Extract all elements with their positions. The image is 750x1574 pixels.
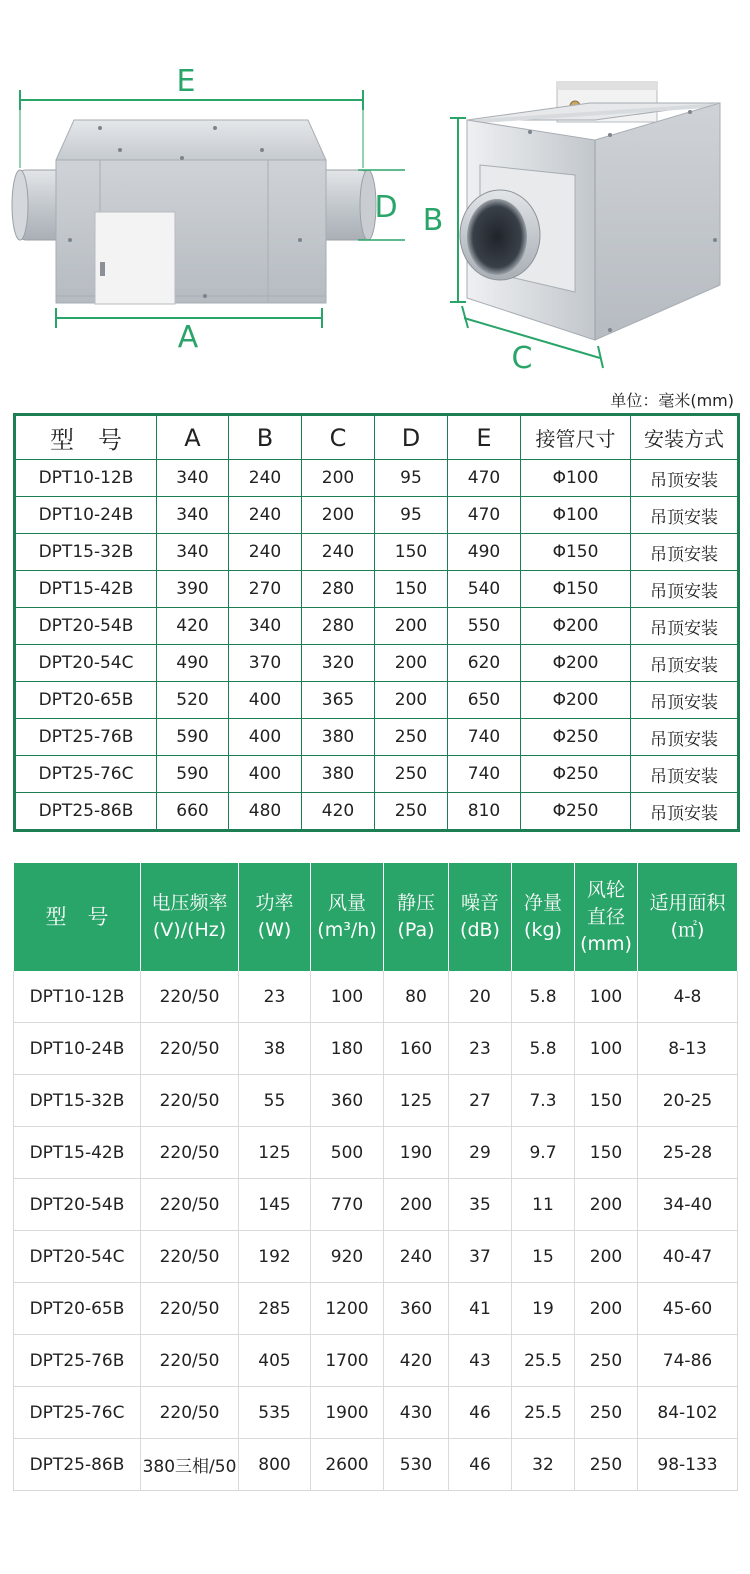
- table-row: [14, 1439, 738, 1491]
- table-cell: 37: [449, 1231, 512, 1283]
- table-cell: 29: [449, 1127, 512, 1179]
- table-cell: 吊顶安装: [631, 571, 739, 608]
- table-cell: 25.5: [512, 1387, 575, 1439]
- table-cell: 280: [302, 571, 375, 608]
- table-cell: 200: [302, 497, 375, 534]
- table-cell: 590: [157, 719, 229, 756]
- table-cell: 吊顶安装: [631, 608, 739, 645]
- dim-header-6: 接管尺寸: [521, 415, 631, 460]
- table-row: [15, 497, 739, 534]
- perf-header-1: [141, 863, 239, 971]
- table-cell: 400: [229, 682, 302, 719]
- table-cell: 500: [311, 1127, 384, 1179]
- perf-header-line: 型 号: [45, 904, 109, 929]
- table-cell: 240: [229, 497, 302, 534]
- model-cell: DPT10-24B: [15, 497, 157, 534]
- table-cell: 95: [375, 460, 448, 497]
- table-cell: 200: [375, 608, 448, 645]
- table-cell: 4-8: [638, 971, 738, 1023]
- table-cell: 100: [311, 971, 384, 1023]
- table-cell: 620: [448, 645, 521, 682]
- table-cell: 360: [311, 1075, 384, 1127]
- table-cell: 19: [512, 1283, 575, 1335]
- table-row: [14, 1387, 738, 1439]
- table-cell: 150: [375, 534, 448, 571]
- table-cell: 45-60: [638, 1283, 738, 1335]
- table-cell: 520: [157, 682, 229, 719]
- table-cell: 125: [384, 1075, 449, 1127]
- table-cell: 吊顶安装: [631, 756, 739, 793]
- table-cell: 98-133: [638, 1439, 738, 1491]
- table-cell: Φ100: [521, 460, 631, 497]
- table-cell: 23: [239, 971, 311, 1023]
- table-cell: 200: [375, 682, 448, 719]
- table-cell: 380: [302, 719, 375, 756]
- table-cell: 340: [157, 460, 229, 497]
- table-cell: 5.8: [512, 971, 575, 1023]
- performance-table-header: [14, 863, 738, 971]
- table-row: [14, 1127, 738, 1179]
- table-cell: 100: [575, 971, 638, 1023]
- table-cell: 46: [449, 1387, 512, 1439]
- model-cell: DPT25-76C: [14, 1387, 141, 1439]
- table-cell: 180: [311, 1023, 384, 1075]
- table-cell: 810: [448, 793, 521, 831]
- table-cell: 84-102: [638, 1387, 738, 1439]
- perf-header-line: (mm): [580, 932, 632, 955]
- table-cell: 800: [239, 1439, 311, 1491]
- table-cell: 590: [157, 756, 229, 793]
- model-cell: DPT20-65B: [14, 1283, 141, 1335]
- table-cell: 吊顶安装: [631, 682, 739, 719]
- table-cell: 490: [448, 534, 521, 571]
- model-cell: DPT10-12B: [14, 971, 141, 1023]
- table-cell: 20-25: [638, 1075, 738, 1127]
- perf-header-line: 直径: [586, 905, 625, 928]
- table-cell: 150: [575, 1075, 638, 1127]
- table-row: [15, 756, 739, 793]
- table-cell: 340: [157, 534, 229, 571]
- table-cell: 吊顶安装: [631, 460, 739, 497]
- table-cell: 360: [384, 1283, 449, 1335]
- table-cell: 125: [239, 1127, 311, 1179]
- dim-header-3: C: [302, 415, 375, 460]
- table-cell: 740: [448, 719, 521, 756]
- perf-header-6: [512, 863, 575, 971]
- table-cell: 920: [311, 1231, 384, 1283]
- table-cell: 320: [302, 645, 375, 682]
- table-cell: 380三相/50: [141, 1439, 239, 1491]
- perf-header-line: (㎡): [670, 919, 705, 941]
- table-cell: 27: [449, 1075, 512, 1127]
- table-row: [14, 1179, 738, 1231]
- table-cell: 9.7: [512, 1127, 575, 1179]
- table-cell: 吊顶安装: [631, 534, 739, 571]
- table-row: [15, 460, 739, 497]
- table-cell: 20: [449, 971, 512, 1023]
- table-cell: 420: [157, 608, 229, 645]
- table-cell: 420: [302, 793, 375, 831]
- table-cell: 340: [157, 497, 229, 534]
- table-cell: 11: [512, 1179, 575, 1231]
- table-row: [15, 645, 739, 682]
- perf-header-line: 电压频率: [151, 892, 228, 914]
- table-cell: 550: [448, 608, 521, 645]
- table-cell: 150: [575, 1127, 638, 1179]
- table-cell: 280: [302, 608, 375, 645]
- table-cell: 220/50: [141, 1231, 239, 1283]
- table-cell: 8-13: [638, 1023, 738, 1075]
- product-illustration: [0, 0, 750, 390]
- model-cell: DPT10-12B: [15, 460, 157, 497]
- table-cell: 770: [311, 1179, 384, 1231]
- table-cell: 5.8: [512, 1023, 575, 1075]
- table-cell: 25-28: [638, 1127, 738, 1179]
- model-cell: DPT25-76B: [14, 1335, 141, 1387]
- dim-label-d: D: [374, 190, 398, 225]
- model-cell: DPT15-32B: [15, 534, 157, 571]
- table-cell: 200: [575, 1179, 638, 1231]
- table-cell: 55: [239, 1075, 311, 1127]
- model-cell: DPT20-54B: [14, 1179, 141, 1231]
- table-cell: 200: [375, 645, 448, 682]
- table-cell: 490: [157, 645, 229, 682]
- performance-table: [13, 863, 738, 1491]
- table-cell: 200: [384, 1179, 449, 1231]
- table-cell: Φ250: [521, 793, 631, 831]
- table-cell: 95: [375, 497, 448, 534]
- dim-label-a: A: [177, 320, 199, 355]
- table-cell: 160: [384, 1023, 449, 1075]
- left-unit-drawing: [12, 64, 405, 355]
- perf-header-line: (kg): [524, 919, 562, 941]
- table-cell: 250: [375, 719, 448, 756]
- table-row: [15, 793, 739, 831]
- table-cell: 240: [302, 534, 375, 571]
- table-cell: 1200: [311, 1283, 384, 1335]
- table-cell: 285: [239, 1283, 311, 1335]
- table-row: [15, 608, 739, 645]
- perf-header-line: (m³/h): [317, 919, 377, 941]
- table-cell: 250: [575, 1335, 638, 1387]
- table-cell: 220/50: [141, 1179, 239, 1231]
- table-cell: 530: [384, 1439, 449, 1491]
- dim-header-5: E: [448, 415, 521, 460]
- table-cell: 365: [302, 682, 375, 719]
- table-cell: 吊顶安装: [631, 793, 739, 831]
- perf-header-4: [384, 863, 449, 971]
- table-cell: 400: [229, 719, 302, 756]
- table-row: [14, 1335, 738, 1387]
- perf-header-line: 风量: [327, 892, 366, 914]
- dim-label-e: E: [176, 64, 196, 99]
- model-cell: DPT20-54B: [15, 608, 157, 645]
- table-cell: Φ150: [521, 534, 631, 571]
- table-cell: Φ200: [521, 645, 631, 682]
- table-cell: 400: [229, 756, 302, 793]
- model-cell: DPT15-42B: [15, 571, 157, 608]
- table-cell: Φ250: [521, 756, 631, 793]
- table-row: [14, 1023, 738, 1075]
- perf-header-8: [638, 863, 738, 971]
- table-cell: 25.5: [512, 1335, 575, 1387]
- table-cell: 35: [449, 1179, 512, 1231]
- table-row: [15, 682, 739, 719]
- table-cell: 吊顶安装: [631, 645, 739, 682]
- table-cell: 200: [575, 1283, 638, 1335]
- table-cell: 270: [229, 571, 302, 608]
- model-cell: DPT15-32B: [14, 1075, 141, 1127]
- table-cell: 650: [448, 682, 521, 719]
- table-cell: 740: [448, 756, 521, 793]
- table-cell: 23: [449, 1023, 512, 1075]
- table-cell: 1900: [311, 1387, 384, 1439]
- table-cell: 1700: [311, 1335, 384, 1387]
- model-cell: DPT25-76B: [15, 719, 157, 756]
- table-cell: 41: [449, 1283, 512, 1335]
- perf-header-line: 净量: [523, 892, 562, 914]
- perf-header-line: 适用面积: [649, 892, 726, 914]
- table-cell: 43: [449, 1335, 512, 1387]
- model-cell: DPT15-42B: [14, 1127, 141, 1179]
- perf-header-7: [575, 863, 638, 971]
- table-cell: 250: [375, 793, 448, 831]
- perf-header-line: (dB): [460, 919, 500, 941]
- perf-header-line: (Pa): [397, 919, 435, 941]
- table-cell: 480: [229, 793, 302, 831]
- dim-header-7: 安装方式: [631, 415, 739, 460]
- table-cell: 2600: [311, 1439, 384, 1491]
- table-cell: 200: [575, 1231, 638, 1283]
- table-cell: 340: [229, 608, 302, 645]
- table-cell: 430: [384, 1387, 449, 1439]
- table-cell: 220/50: [141, 1387, 239, 1439]
- table-cell: 220/50: [141, 1127, 239, 1179]
- table-cell: 470: [448, 497, 521, 534]
- table-row: [14, 971, 738, 1023]
- dim-label-b: B: [422, 203, 444, 238]
- perf-header-2: [239, 863, 311, 971]
- perf-header-line: 功率: [255, 892, 294, 914]
- table-row: [14, 1283, 738, 1335]
- table-cell: 220/50: [141, 1283, 239, 1335]
- dimension-table-header: [15, 415, 739, 460]
- dimension-table-body: [15, 460, 739, 831]
- dim-header-4: D: [375, 415, 448, 460]
- table-cell: 74-86: [638, 1335, 738, 1387]
- table-row: [15, 571, 739, 608]
- table-cell: 220/50: [141, 1023, 239, 1075]
- table-row: [15, 534, 739, 571]
- table-cell: 240: [229, 460, 302, 497]
- unit-note: 单位：毫米(mm): [610, 391, 734, 410]
- table-cell: 405: [239, 1335, 311, 1387]
- model-cell: DPT10-24B: [14, 1023, 141, 1075]
- table-cell: 250: [375, 756, 448, 793]
- dimension-table: [13, 413, 740, 832]
- table-cell: 470: [448, 460, 521, 497]
- table-cell: 192: [239, 1231, 311, 1283]
- dim-header-1: A: [157, 415, 229, 460]
- table-cell: 390: [157, 571, 229, 608]
- table-cell: Φ150: [521, 571, 631, 608]
- table-cell: 吊顶安装: [631, 497, 739, 534]
- perf-header-line: (W): [257, 919, 292, 941]
- table-cell: 145: [239, 1179, 311, 1231]
- table-cell: 535: [239, 1387, 311, 1439]
- dim-label-c: C: [511, 341, 533, 376]
- table-cell: 660: [157, 793, 229, 831]
- perf-header-line: 风轮: [586, 878, 625, 901]
- table-row: [15, 719, 739, 756]
- model-cell: DPT20-54C: [14, 1231, 141, 1283]
- model-cell: DPT25-76C: [15, 756, 157, 793]
- table-cell: 240: [229, 534, 302, 571]
- table-cell: 32: [512, 1439, 575, 1491]
- table-cell: 38: [239, 1023, 311, 1075]
- table-cell: 80: [384, 971, 449, 1023]
- table-cell: Φ100: [521, 497, 631, 534]
- model-cell: DPT25-86B: [14, 1439, 141, 1491]
- dim-header-2: B: [229, 415, 302, 460]
- table-cell: 190: [384, 1127, 449, 1179]
- model-cell: DPT25-86B: [15, 793, 157, 831]
- perf-header-0: [14, 863, 141, 971]
- model-cell: DPT20-54C: [15, 645, 157, 682]
- table-row: [14, 1075, 738, 1127]
- model-cell: DPT20-65B: [15, 682, 157, 719]
- table-cell: 46: [449, 1439, 512, 1491]
- table-cell: 100: [575, 1023, 638, 1075]
- table-row: [14, 1231, 738, 1283]
- perf-header-line: (V)/(Hz): [152, 919, 227, 941]
- table-cell: 40-47: [638, 1231, 738, 1283]
- table-cell: Φ200: [521, 608, 631, 645]
- perf-header-line: 静压: [396, 892, 435, 914]
- table-cell: 540: [448, 571, 521, 608]
- table-cell: 220/50: [141, 1335, 239, 1387]
- right-unit-drawing: [423, 82, 720, 376]
- perf-header-line: 噪音: [460, 892, 499, 914]
- table-cell: 240: [384, 1231, 449, 1283]
- table-cell: 370: [229, 645, 302, 682]
- table-cell: 250: [575, 1439, 638, 1491]
- performance-table-body: [14, 971, 738, 1491]
- table-cell: 34-40: [638, 1179, 738, 1231]
- perf-header-3: [311, 863, 384, 971]
- perf-header-5: [449, 863, 512, 971]
- table-cell: Φ200: [521, 682, 631, 719]
- dim-header-0: 型 号: [15, 415, 157, 460]
- table-cell: 吊顶安装: [631, 719, 739, 756]
- table-cell: 220/50: [141, 1075, 239, 1127]
- table-cell: 220/50: [141, 971, 239, 1023]
- table-cell: 250: [575, 1387, 638, 1439]
- table-cell: Φ250: [521, 719, 631, 756]
- table-cell: 7.3: [512, 1075, 575, 1127]
- table-cell: 420: [384, 1335, 449, 1387]
- table-cell: 200: [302, 460, 375, 497]
- table-cell: 150: [375, 571, 448, 608]
- table-cell: 380: [302, 756, 375, 793]
- table-cell: 15: [512, 1231, 575, 1283]
